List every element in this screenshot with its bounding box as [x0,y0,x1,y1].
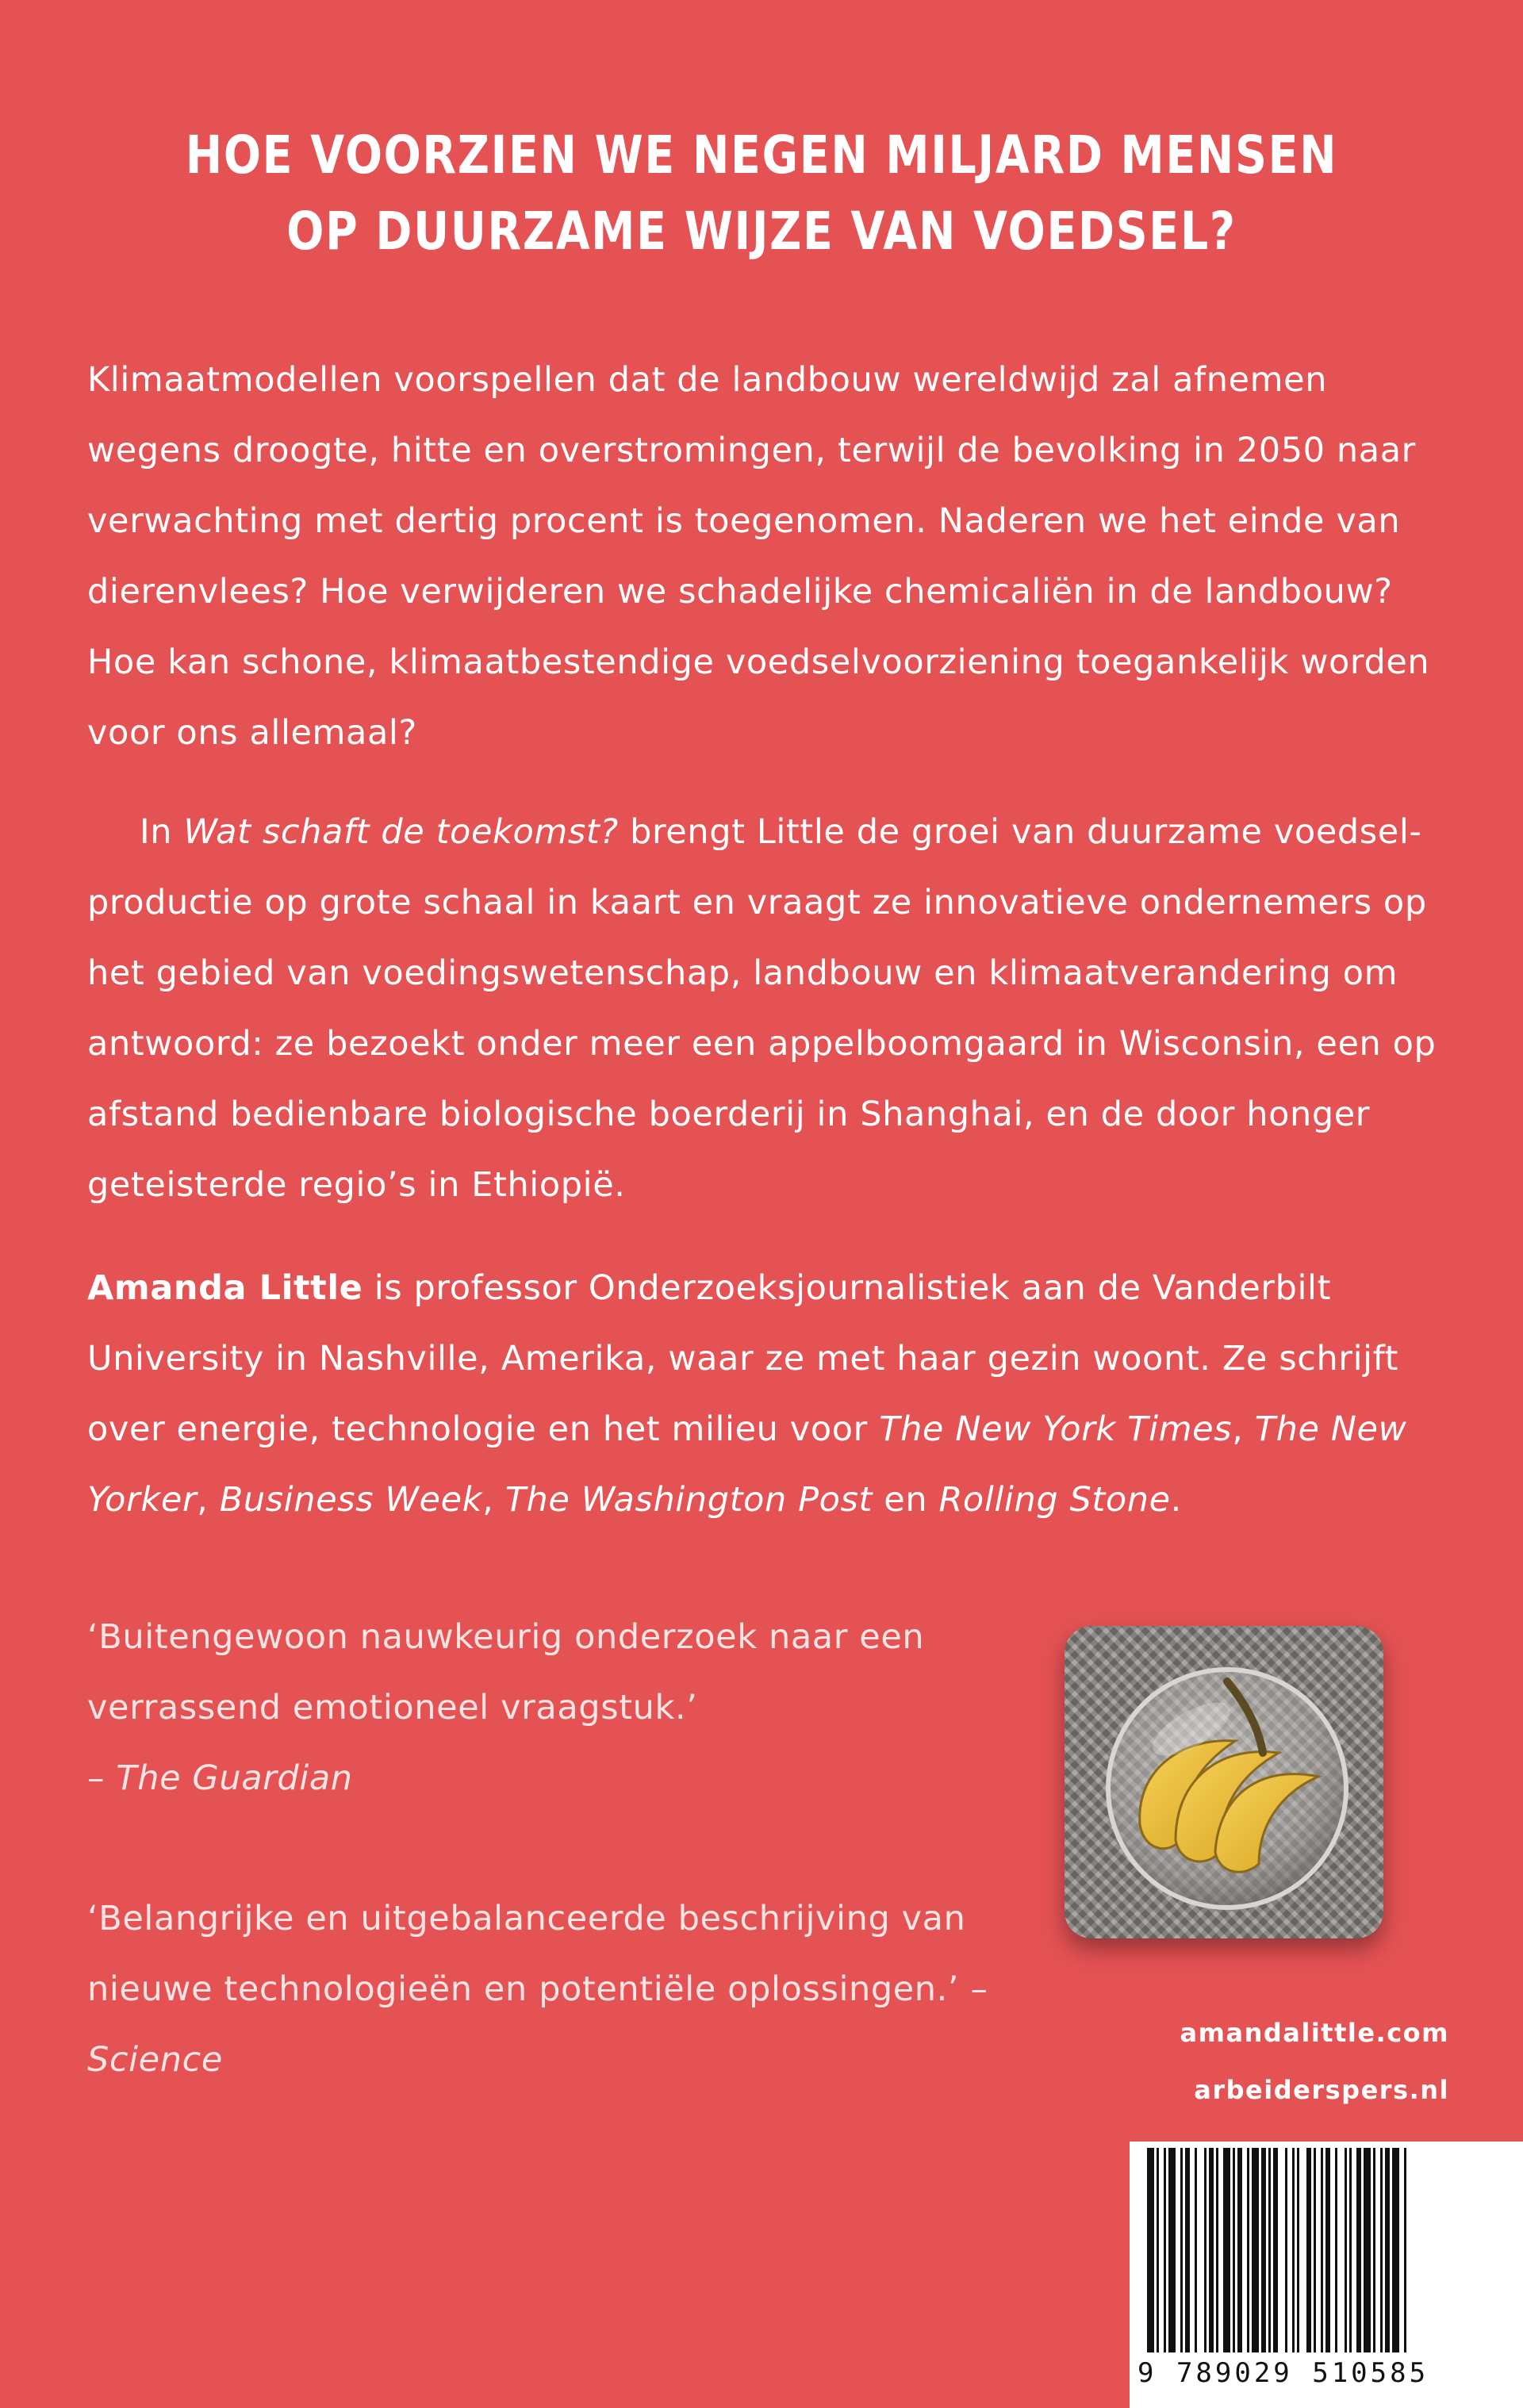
quote-2-source: Science [87,2040,223,2080]
barcode-bar [1204,2148,1207,2352]
quote-2-text: ‘Belangrijke en uitgebalanceerde beschrijving van nieuwe technologieën en potentiële oplossingen.’ – [87,1899,988,2009]
review-quote-guardian [87,1602,1023,1814]
barcode-bar [1392,2148,1399,2352]
barcode-bar [1268,2148,1271,2352]
author-bio-text-1: is professor Onderzoeksjournalistiek aan de Vanderbilt University in Nashville, Amerika, waar ze met haar gezin woont. Ze schrijft over energie, technologie en het milieu voor [87,1268,1399,1449]
barcode-bar [1209,2148,1214,2352]
barcode-bar [1273,2148,1278,2352]
barcode-bar [1297,2148,1299,2352]
barcode-bar [1164,2148,1166,2352]
publisher-website: arbeiderspers.nl [1194,2075,1449,2105]
publication-rolling-stone: Rolling Stone [938,1480,1171,1520]
barcode-bar [1185,2148,1190,2352]
barcode-bar [1373,2148,1375,2352]
barcode-bar [1223,2148,1230,2352]
description-paragraph-2 [87,797,1467,1221]
barcode-bar [1335,2148,1337,2352]
barcode-bar [1252,2148,1259,2352]
isbn-number: 9 789029 510585 [1137,2357,1429,2389]
barcode-bar [1157,2148,1159,2352]
paragraph-2-rest: brengt Little de groei van duurzame voedselproductie op grote schaal in kaart en vraagt ze innovatieve ondernemers op het gebied van voedingswetenschap, landbouw en klimaatverandering om antwoord: ze bezoekt onder meer een appelboomgaard in Wisconsin, een op afstand bedienbare biologische boerderij in Shanghai, en de door honger geteisterde regio’s in Ethiopië. [87,812,1437,1205]
barcode-bar [1233,2148,1235,2352]
review-quote-science-text [87,1884,1023,2095]
barcode-bar [1195,2148,1197,2352]
publication-business-week: Business Week [219,1480,483,1520]
barcode-bars [1130,2142,1523,2356]
review-quote-science [87,1884,1023,2095]
quote-1-source: The Guardian [116,1758,353,1798]
barcode-bar [1349,2148,1352,2352]
author-website: amandalittle.com [1180,2018,1449,2048]
separator: en [873,1480,939,1520]
paragraph-2-intro: In [140,812,184,852]
author-bio-text [87,1253,1467,1536]
barcode-bar [1321,2148,1323,2352]
description-paragraph-2-text [87,797,1467,1221]
author-bio [87,1253,1467,1536]
author-name: Amanda Little [87,1268,363,1308]
barcode-bar [1292,2148,1295,2352]
banana-blister-image [1065,1626,1383,1938]
publication-new-yorker: The New Yorker [87,1409,1407,1520]
separator: , [482,1480,505,1520]
barcode-bar [1180,2148,1183,2352]
barcode-bar [1247,2148,1249,2352]
quote-1-dash: – [87,1758,117,1798]
book-title: Wat schaft de toekomst? [183,812,619,852]
barcode-bar [1168,2148,1176,2352]
period: . [1170,1480,1182,1520]
barcode-bar [1404,2148,1406,2352]
headline [122,117,1402,270]
separator: , [197,1480,220,1520]
barcode-bar [1261,2148,1266,2352]
barcode [1130,2142,1523,2408]
publication-washington-post: The Washington Post [504,1480,873,1520]
review-quote-guardian-text [87,1602,1023,1814]
separator: , [1232,1409,1255,1449]
barcode-bar [1285,2148,1287,2352]
barcode-bar [1314,2148,1316,2352]
description-paragraph-1-text: Klimaatmodellen voorspellen dat de landbouw wereldwijd zal afnemen wegens droogte, hitte en overstromingen, terwijl de bevolking in 2050 naar verwachting met dertig procent is toegenomen. Naderen we het einde van dierenvlees? Hoe verwijderen we schadelijke chemicaliën in de landbouw? Hoe kan schone, klimaatbestendige voedselvoorziening toegankelijk worden voor ons allemaal? [87,360,1430,753]
barcode-bar [1306,2148,1311,2352]
publication-nyt: The New York Times [879,1409,1233,1449]
barcode-bar [1325,2148,1330,2352]
headline-line-1: HOE VOORZIEN WE NEGEN MILJARD MENSEN [185,125,1338,186]
description-paragraph-1 [87,345,1467,769]
barcode-bar [1385,2148,1390,2352]
barcode-bar [1216,2148,1218,2352]
headline-line-2: OP DUURZAME WIJZE VAN VOEDSEL? [286,201,1237,262]
barcode-bar [1380,2148,1383,2352]
quote-1-text: ‘Buitengewoon nauwkeurig onderzoek naar een verrassend emotioneel vraagstuk.’ [87,1617,925,1727]
barcode-bar [1356,2148,1361,2352]
barcode-bar [1364,2148,1371,2352]
barcode-bar [1147,2148,1154,2352]
banana-illustration [1065,1626,1383,1938]
barcode-bar [1345,2148,1347,2352]
barcode-bar [1237,2148,1242,2352]
